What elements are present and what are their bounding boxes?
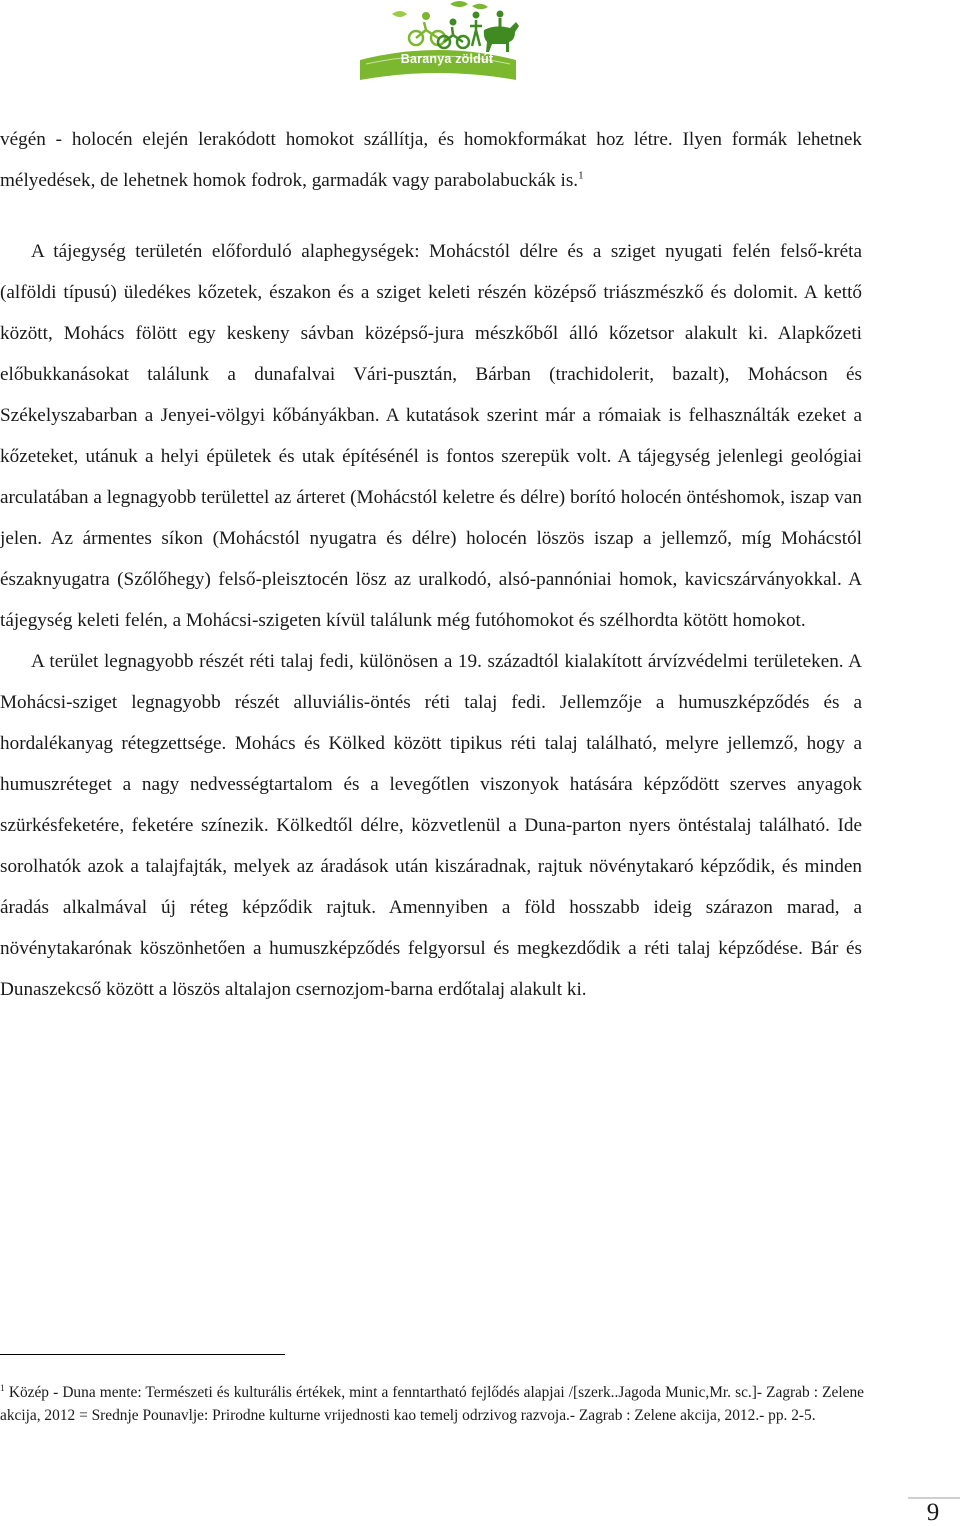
paragraph-1 xyxy=(0,119,862,201)
paragraph-1-text: végén - holocén elején lerakódott homokot szállítja, és homokformákat hoz létre. Ilyen formák lehetnek mélyedések, de lehetnek homok fodrok, garmadák vagy parabolabuckák is. xyxy=(0,129,862,191)
paragraph-2: A tájegység területén előforduló alaphegységek: Mohácstól délre és a sziget nyugati felén felső-kréta (alföldi típusú) üledékes kőzetek, északon és a sziget keleti részén középső triászmészkő és dolomit. A kettő között, Mohács fölött egy keskeny sávban középső-jura mészkőből álló kőzetsor alakult ki. Alapkőzeti előbukkanásokat találunk a dunafalvai Vári-pusztán, Bárban (trachidolerit, bazalt), Mohácson és Székelyszabarban a Jenyei-völgyi kőbányákban. A kutatások szerint már a rómaiak is felhasználták ezeket a kőzeteket, utánuk a helyi épületek és utak építésénél is fontos szerepük volt. A tájegység jelenlegi geológiai arculatában a legnagyobb területtel az árteret (Mohácstól keletre és délre) borító holocén öntéshomok, iszap van jelen. Az ármentes síkon (Mohácstól nyugatra és délre) holocén löszös iszap a jellemző, míg Mohácstól északnyugatra (Szőlőhegy) felső-pleisztocén lösz az uralkodó, alsó-pannóniai homok, kavicszárványokkal. A tájegység keleti felén, a Mohácsi-szigeten kívül találunk még futóhomokot és szélhordta kötött homokot. xyxy=(0,241,862,631)
paragraph-gap xyxy=(0,201,862,231)
page-number: 9 xyxy=(926,1499,940,1526)
footnote xyxy=(0,1382,864,1427)
footnote-text: Közép - Duna mente: Természeti és kulturális értékek, mint a fenntartható fejlődés alapjai /[szerk..Jagoda Munic,Mr. sc.]- Zagrab : Zelene akcija, 2012 = Srednje Pounavlje: Prirodne kulturne vrijednosti kao temelj odrzivog razvoja.- Zagrab : Zelene akcija, 2012.- pp. 2-5. xyxy=(0,1384,864,1424)
logo-text: Baranya zöldút xyxy=(400,52,494,66)
baranya-zoldut-logo xyxy=(322,0,554,96)
footnote-marker: 1 xyxy=(0,1383,5,1394)
main-text xyxy=(0,119,862,1010)
footnote-reference: 1 xyxy=(578,169,584,182)
paragraph-3: A terület legnagyobb részét réti talaj fedi, különösen a 19. századtól kialakított árvízvédelmi területeken. A Mohácsi-sziget legnagyobb részét alluviális-öntés réti talaj fedi. Jellemzője a humuszképződés és a hordalékanyag rétegzettsége. Mohács és Kölked között tipikus réti talaj található, melyre jellemző, hogy a humuszréteget a nagy nedvességtartalom és a levegőtlen viszonyok hatására képződött szerves anyagok szürkésfeketére, feketére színezik. Kölkedtől délre, közvetlenül a Duna-parton nyers öntéstalaj található. Ide sorolhatók azok a talajfajták, melyek az áradások után kiszáradnak, rajtuk növénytakaró képződik, és minden áradás alkalmával új réteg képződik rajtuk. Amennyiben a föld hosszabb ideig szárazon marad, a növénytakarónak köszönhetően a humuszképződés felgyorsul és megkezdődik a réti talaj képződése. Bár és Dunaszekcső között a löszös altalajon csernozjom-barna erdőtalaj alakult ki. xyxy=(0,651,862,1000)
footnote-separator xyxy=(0,1354,285,1355)
